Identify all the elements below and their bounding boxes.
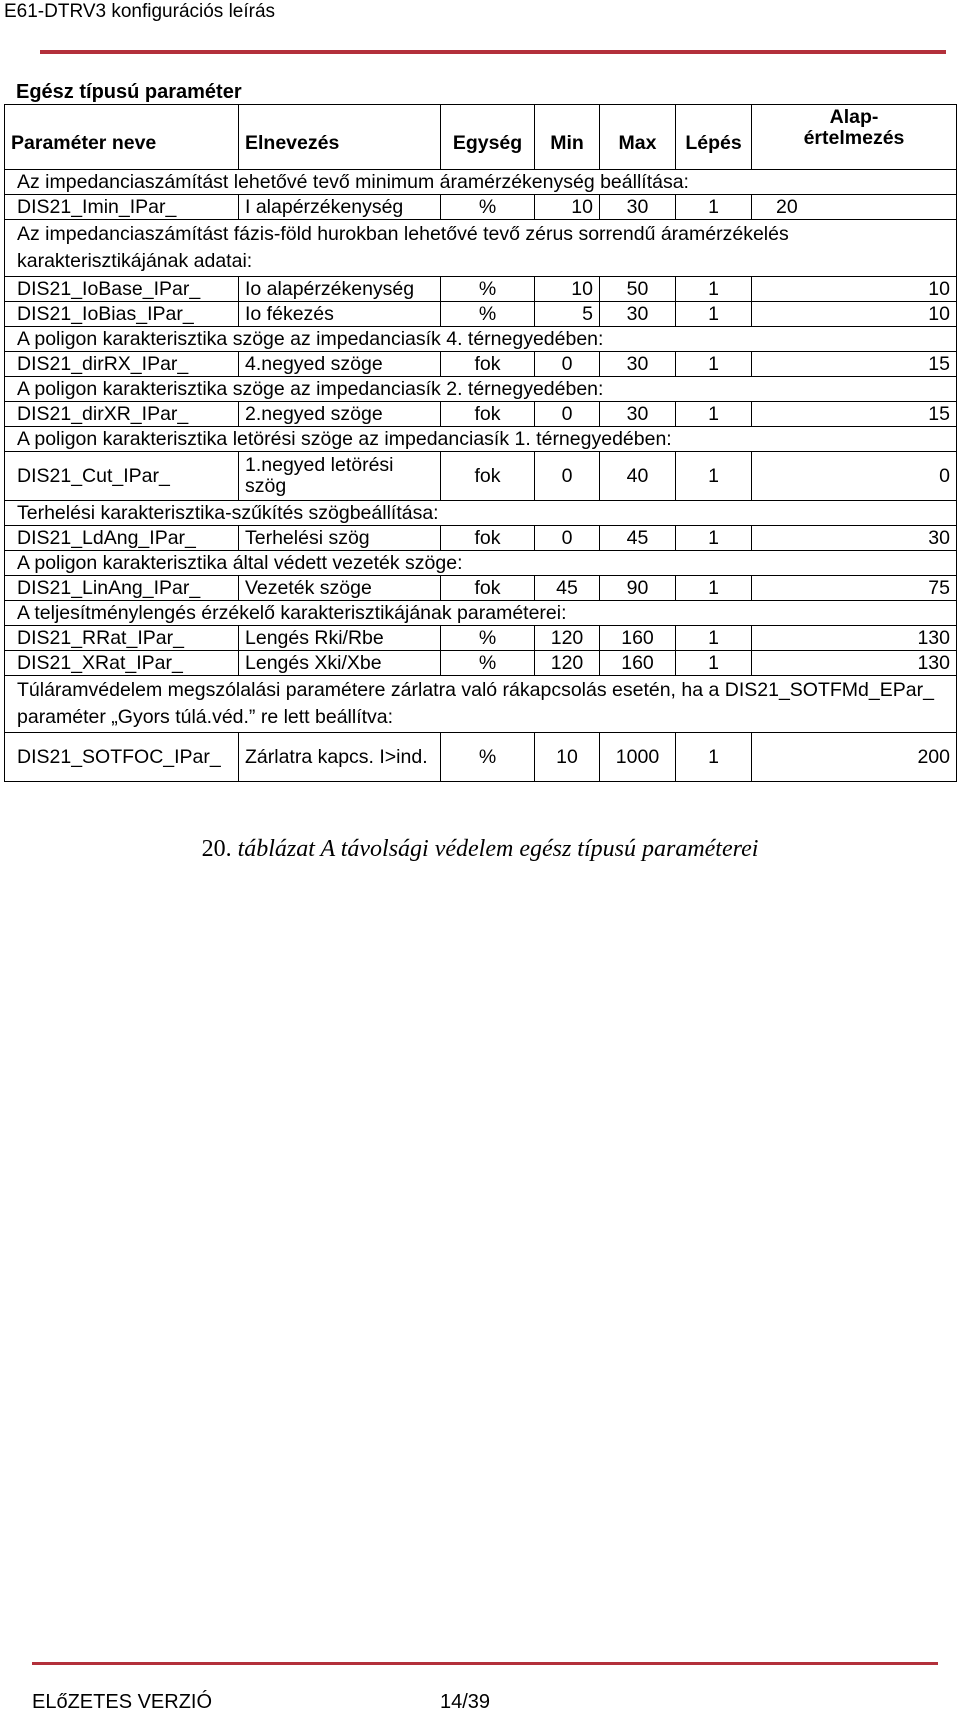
param-label-cell: 2.negyed szöge <box>239 402 441 427</box>
max-cell: 30 <box>600 302 676 327</box>
page-number: 14/39 <box>440 1691 491 1713</box>
column-header-line: Alap- <box>829 106 879 128</box>
min-cell: 0 <box>535 402 600 427</box>
param-label-cell: 1.negyed letörési szög <box>239 452 441 501</box>
param-name-cell: DIS21_SOTFOC_IPar_ <box>5 733 239 782</box>
table-row <box>5 402 957 427</box>
param-label-cell: 4.negyed szöge <box>239 352 441 377</box>
footer-divider <box>32 1662 938 1665</box>
table-row <box>5 452 957 501</box>
step-cell: 1 <box>676 651 752 676</box>
default-cell: 20 <box>752 195 957 220</box>
table-row <box>5 576 957 601</box>
table-row <box>5 626 957 651</box>
unit-cell: % <box>441 302 535 327</box>
min-cell: 45 <box>535 576 600 601</box>
caption-number: 20. <box>201 836 232 862</box>
step-cell: 1 <box>676 576 752 601</box>
param-label-cell: Zárlatra kapcs. I>ind. <box>239 733 441 782</box>
step-cell: 1 <box>676 526 752 551</box>
table-row <box>5 352 957 377</box>
column-header: Elnevezés <box>239 105 441 170</box>
document-header: E61-DTRV3 konfigurációs leírás <box>4 1 276 22</box>
min-cell: 0 <box>535 526 600 551</box>
param-label-cell: Io fékezés <box>239 302 441 327</box>
param-label-cell: I alapérzékenység <box>239 195 441 220</box>
min-cell: 120 <box>535 651 600 676</box>
param-label-cell: Lengés Xki/Xbe <box>239 651 441 676</box>
group-heading: Terhelési karakterisztika-szűkítés szögbeállítása: <box>5 501 957 526</box>
step-cell: 1 <box>676 452 752 501</box>
column-header: Min <box>535 105 600 170</box>
default-cell: 10 <box>752 277 957 302</box>
group-heading: A poligon karakterisztika által védett vezeték szöge: <box>5 551 957 576</box>
column-header <box>752 105 957 170</box>
param-name-cell: DIS21_Cut_IPar_ <box>5 452 239 501</box>
param-name-cell: DIS21_Imin_IPar_ <box>5 195 239 220</box>
param-name-cell: DIS21_LinAng_IPar_ <box>5 576 239 601</box>
unit-cell: fok <box>441 352 535 377</box>
param-name-cell: DIS21_RRat_IPar_ <box>5 626 239 651</box>
default-cell: 130 <box>752 651 957 676</box>
step-cell: 1 <box>676 195 752 220</box>
default-cell: 0 <box>752 452 957 501</box>
default-cell: 30 <box>752 526 957 551</box>
column-header: Max <box>600 105 676 170</box>
param-label-cell: Lengés Rki/Rbe <box>239 626 441 651</box>
default-cell: 75 <box>752 576 957 601</box>
column-header-line: értelmezés <box>803 127 905 149</box>
group-heading: Túláramvédelem megszólalási paramétere zárlatra való rákapcsolás esetén, ha a DIS21_SOTFMd_EPar_ paraméter „Gyors túlá.véd.” re lett beállítva: <box>5 676 957 733</box>
param-name-cell: DIS21_XRat_IPar_ <box>5 651 239 676</box>
step-cell: 1 <box>676 402 752 427</box>
param-name-cell: DIS21_IoBias_IPar_ <box>5 302 239 327</box>
max-cell: 1000 <box>600 733 676 782</box>
min-cell: 120 <box>535 626 600 651</box>
table-caption <box>0 836 960 863</box>
step-cell: 1 <box>676 352 752 377</box>
unit-cell: % <box>441 195 535 220</box>
group-heading: A poligon karakterisztika szöge az impedanciasík 4. térnegyedében: <box>5 327 957 352</box>
min-cell: 5 <box>535 302 600 327</box>
step-cell: 1 <box>676 302 752 327</box>
step-cell: 1 <box>676 733 752 782</box>
column-header: Paraméter neve <box>5 105 239 170</box>
table-header-row <box>5 105 957 170</box>
param-label-cell: Vezeték szöge <box>239 576 441 601</box>
max-cell: 40 <box>600 452 676 501</box>
default-cell: 130 <box>752 626 957 651</box>
param-name-cell: DIS21_dirRX_IPar_ <box>5 352 239 377</box>
group-heading: A poligon karakterisztika szöge az impedanciasík 2. térnegyedében: <box>5 377 957 402</box>
step-cell: 1 <box>676 277 752 302</box>
max-cell: 30 <box>600 402 676 427</box>
unit-cell: % <box>441 277 535 302</box>
unit-cell: fok <box>441 452 535 501</box>
unit-cell: % <box>441 733 535 782</box>
table-row <box>5 526 957 551</box>
min-cell: 0 <box>535 452 600 501</box>
max-cell: 50 <box>600 277 676 302</box>
param-name-cell: DIS21_dirXR_IPar_ <box>5 402 239 427</box>
table-row <box>5 195 957 220</box>
group-heading: A teljesítménylengés érzékelő karakterisztikájának paraméterei: <box>5 601 957 626</box>
parameter-table <box>4 104 957 782</box>
min-cell: 10 <box>535 733 600 782</box>
param-name-cell: DIS21_LdAng_IPar_ <box>5 526 239 551</box>
section-title: Egész típusú paraméter <box>16 81 242 103</box>
column-header: Egység <box>441 105 535 170</box>
group-heading: A poligon karakterisztika letörési szöge az impedanciasík 1. térnegyedében: <box>5 427 957 452</box>
header-divider <box>40 50 946 54</box>
min-cell: 10 <box>535 277 600 302</box>
unit-cell: % <box>441 626 535 651</box>
table-row <box>5 302 957 327</box>
min-cell: 10 <box>535 195 600 220</box>
step-cell: 1 <box>676 626 752 651</box>
unit-cell: fok <box>441 402 535 427</box>
table-row <box>5 651 957 676</box>
param-name-cell: DIS21_IoBase_IPar_ <box>5 277 239 302</box>
max-cell: 160 <box>600 626 676 651</box>
default-cell: 15 <box>752 352 957 377</box>
unit-cell: % <box>441 651 535 676</box>
table-row <box>5 733 957 782</box>
table-row <box>5 277 957 302</box>
footer-label: ELőZETES VERZIÓ <box>32 1691 213 1713</box>
max-cell: 160 <box>600 651 676 676</box>
column-header: Lépés <box>676 105 752 170</box>
group-heading: Az impedanciaszámítást lehetővé tevő minimum áramérzékenység beállítása: <box>5 170 957 195</box>
param-label-cell: Terhelési szög <box>239 526 441 551</box>
default-cell: 200 <box>752 733 957 782</box>
default-cell: 10 <box>752 302 957 327</box>
default-cell: 15 <box>752 402 957 427</box>
param-label-cell: Io alapérzékenység <box>239 277 441 302</box>
unit-cell: fok <box>441 526 535 551</box>
max-cell: 45 <box>600 526 676 551</box>
group-heading: Az impedanciaszámítást fázis-föld hurokban lehetővé tevő zérus sorrendű áramérzékelés karakterisztikájának adatai: <box>5 220 957 277</box>
max-cell: 30 <box>600 352 676 377</box>
min-cell: 0 <box>535 352 600 377</box>
max-cell: 90 <box>600 576 676 601</box>
caption-text: táblázat A távolsági védelem egész típusú paraméterei <box>237 836 759 862</box>
max-cell: 30 <box>600 195 676 220</box>
unit-cell: fok <box>441 576 535 601</box>
